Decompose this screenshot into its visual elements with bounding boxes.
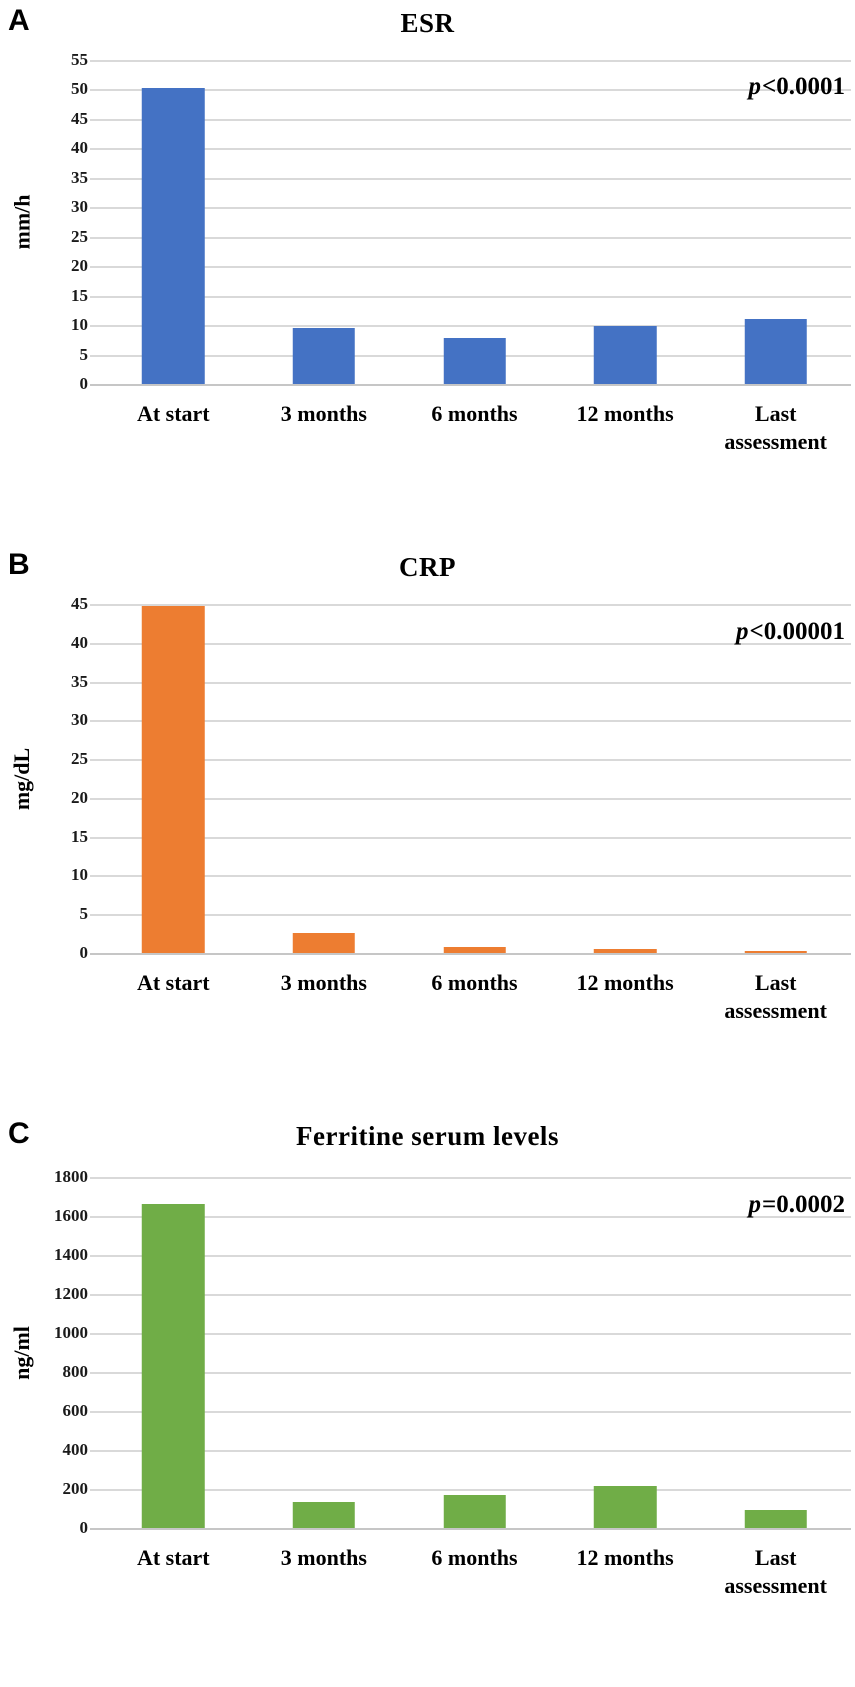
- bar-last-assessment: [744, 319, 806, 384]
- x-axis-label-3-months: 3 months: [280, 401, 367, 426]
- y-axis-tick-label: 25: [71, 749, 88, 769]
- x-axis-label-at-start: At start: [136, 970, 210, 995]
- bar-12-months: [594, 326, 656, 384]
- panel-letter: B: [8, 548, 30, 581]
- y-axis-tick-label: 5: [79, 344, 88, 364]
- chart-title: Ferritine serum levels: [296, 1121, 559, 1151]
- plot-area: [98, 604, 851, 953]
- bar-3-months: [293, 933, 355, 953]
- x-axis-label-at-start: At start: [136, 401, 210, 426]
- bar-6-months: [443, 338, 505, 384]
- x-axis-baseline: [90, 1528, 851, 1530]
- y-axis-tick-label: 400: [62, 1440, 88, 1459]
- y-axis-tick-label: 1000: [54, 1322, 88, 1342]
- bar-at-start: [142, 1204, 204, 1528]
- chart: [4, 50, 851, 492]
- panel-letter: A: [8, 4, 30, 37]
- p-symbol: p: [748, 72, 761, 100]
- y-axis: [40, 1167, 98, 1537]
- p-value-annotation: p<0.00001: [736, 617, 845, 645]
- panel-b: [4, 550, 851, 1061]
- chart: [4, 1167, 851, 1636]
- plot-area: [98, 60, 851, 384]
- bar-at-start: [142, 88, 204, 384]
- panel-a: [4, 6, 851, 492]
- panel-letter: C: [8, 1117, 30, 1150]
- x-axis-label-3-months: 3 months: [280, 970, 367, 995]
- y-axis-tick-label: 50: [71, 79, 88, 99]
- y-axis-label-cell: [4, 604, 40, 953]
- x-axis-labels: [98, 384, 851, 492]
- chart-title: CRP: [399, 552, 456, 582]
- y-axis-tick-label: 0: [79, 943, 88, 962]
- y-axis-unit-label: mg/dL: [9, 747, 35, 810]
- plot-area: [98, 1177, 851, 1528]
- panel-c-header: [4, 1119, 851, 1177]
- y-axis-label-cell: [4, 1177, 40, 1528]
- y-axis-tick-label: 1600: [54, 1205, 88, 1225]
- y-axis-tick-label: 15: [71, 285, 88, 305]
- x-axis-labels: [98, 953, 851, 1061]
- y-axis-tick-label: 0: [79, 374, 88, 393]
- x-axis-label-last-assessment: Last assessment: [724, 970, 827, 1023]
- y-axis-label-cell: [4, 60, 40, 384]
- y-axis-tick-label: 800: [62, 1362, 88, 1381]
- y-axis-tick-label: 45: [71, 108, 88, 128]
- x-axis-baseline: [90, 953, 851, 955]
- y-axis-tick-label: 45: [71, 594, 88, 613]
- y-axis-tick-label: 10: [71, 865, 88, 885]
- y-axis-tick-label: 200: [62, 1478, 88, 1498]
- y-axis-tick-label: 35: [71, 167, 88, 187]
- chart: [4, 594, 851, 1061]
- bar-12-months: [594, 1486, 656, 1528]
- x-axis-label-6-months: 6 months: [431, 970, 518, 995]
- p-value-annotation: p<0.0001: [748, 72, 845, 100]
- panel-c: [4, 1119, 851, 1636]
- y-axis-tick-label: 5: [79, 904, 88, 924]
- p-symbol: p: [736, 617, 749, 645]
- y-axis-tick-label: 55: [71, 50, 88, 69]
- x-axis-label-at-start: At start: [136, 1545, 210, 1570]
- y-axis-tick-label: 40: [71, 138, 88, 158]
- bar-6-months: [443, 1495, 505, 1528]
- y-axis-tick-label: 30: [71, 197, 88, 217]
- gridline: [90, 60, 851, 62]
- bar-last-assessment: [744, 951, 806, 953]
- y-axis-tick-label: 20: [71, 256, 88, 276]
- y-axis-tick-label: 0: [79, 1518, 88, 1537]
- x-axis-baseline: [90, 384, 851, 386]
- y-axis-tick-label: 1800: [54, 1167, 88, 1186]
- y-axis-tick-label: 15: [71, 826, 88, 846]
- y-axis-tick-label: 1400: [54, 1244, 88, 1264]
- x-axis-label-12-months: 12 months: [576, 1545, 674, 1570]
- gridline: [90, 1177, 851, 1179]
- p-symbol: p: [748, 1191, 761, 1219]
- y-axis-tick-label: 35: [71, 671, 88, 691]
- y-axis-tick-label: 20: [71, 787, 88, 807]
- x-axis-label-last-assessment: Last assessment: [724, 1545, 827, 1598]
- bar-at-start: [142, 606, 204, 953]
- x-axis-label-12-months: 12 months: [576, 970, 674, 995]
- y-axis-unit-label: mm/h: [9, 194, 34, 250]
- y-axis-tick-label: 25: [71, 226, 88, 246]
- y-axis-tick-label: 1200: [54, 1284, 88, 1303]
- panel-b-header: [4, 550, 851, 604]
- y-axis-tick-label: 30: [71, 710, 88, 730]
- p-value-annotation: p=0.0002: [748, 1191, 845, 1219]
- bar-12-months: [594, 949, 656, 953]
- bar-last-assessment: [744, 1510, 806, 1528]
- panel-a-header: [4, 6, 851, 60]
- x-axis-label-last-assessment: Last assessment: [724, 401, 827, 454]
- bar-3-months: [293, 1502, 355, 1528]
- chart-title: ESR: [400, 8, 455, 38]
- y-axis-tick-label: 10: [71, 315, 88, 335]
- bar-6-months: [443, 947, 505, 953]
- y-axis-tick-label: 600: [62, 1401, 88, 1420]
- y-axis: [40, 594, 98, 962]
- y-axis-tick-label: 40: [71, 632, 88, 652]
- x-axis-label-3-months: 3 months: [280, 1545, 367, 1570]
- bar-3-months: [293, 328, 355, 384]
- x-axis-labels: [98, 1528, 851, 1636]
- x-axis-label-6-months: 6 months: [431, 401, 518, 426]
- x-axis-label-12-months: 12 months: [576, 401, 674, 426]
- y-axis: [40, 50, 98, 393]
- x-axis-label-6-months: 6 months: [431, 1545, 518, 1570]
- y-axis-unit-label: ng/ml: [9, 1325, 35, 1380]
